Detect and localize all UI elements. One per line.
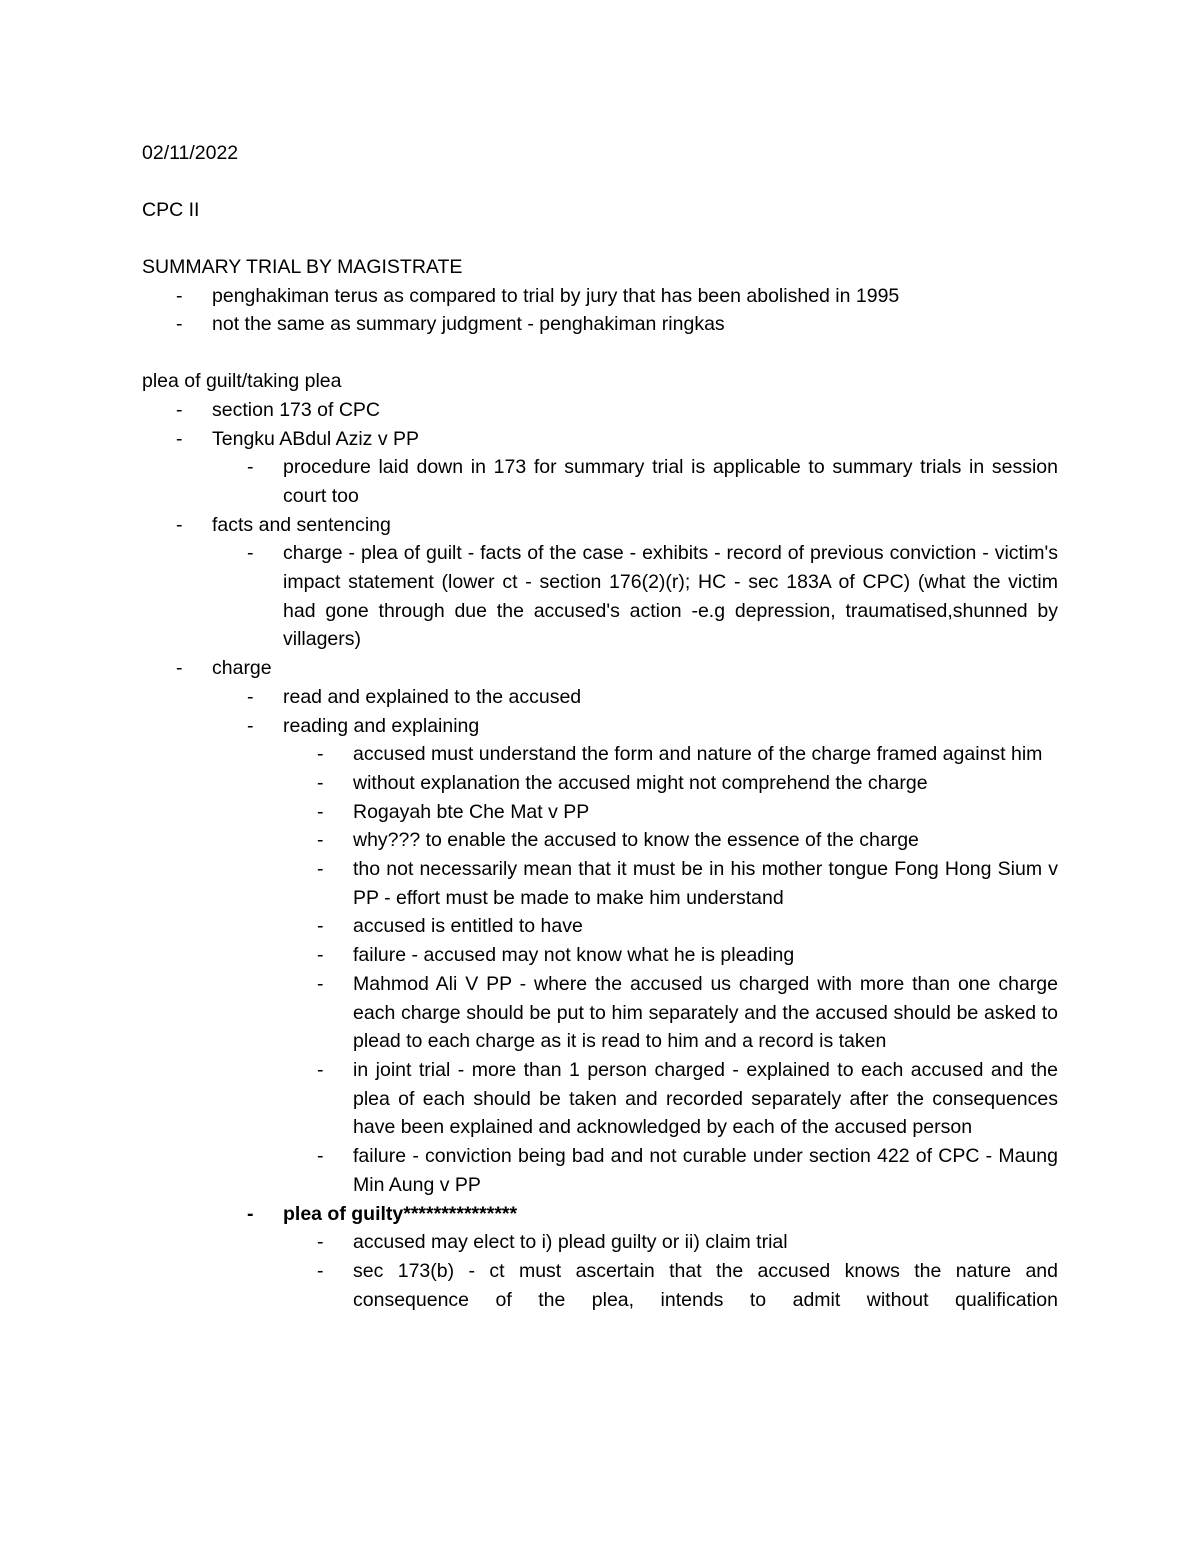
course-title: CPC II — [142, 199, 200, 221]
list-item: - why??? to enable the accused to know the essence of the charge — [317, 829, 919, 852]
list-item: - reading and explaining — [247, 714, 480, 737]
spacer — [142, 339, 1058, 367]
list-item: - section 173 of CPC — [176, 398, 381, 421]
bullet-dash: - — [176, 284, 183, 307]
list-item: - accused is entitled to have — [317, 915, 583, 938]
list-item: - sec 173(b) - ct must ascertain that the accused knows the nature and consequence of the plea, intends to admit without qualification — [317, 1259, 1058, 1311]
list-item: - failure - accused may not know what he is pleading — [317, 944, 795, 967]
plea-of-guilty-heading: - plea of guilty*************** — [247, 1202, 518, 1225]
list-item: - charge — [176, 657, 272, 680]
list-item: - read and explained to the accused — [247, 685, 582, 708]
list-item: - in joint trial - more than 1 person charged - explained to each accused and the plea of each should be taken and recorded separately after the consequences have been explained and acknowledged by each of the accused person — [317, 1058, 1058, 1139]
list-item: - Rogayah bte Che Mat v PP — [317, 800, 590, 823]
list-item: - accused may elect to i) plead guilty or ii) claim trial — [317, 1231, 788, 1254]
list-item: - without explanation the accused might not comprehend the charge — [317, 771, 928, 794]
list-item: - not the same as summary judgment - penghakiman ringkas — [142, 310, 1058, 339]
list-item: - penghakiman terus as compared to trial by jury that has been abolished in 1995 — [142, 282, 1058, 311]
notes-list — [142, 253, 1058, 1314]
list-item: - procedure laid down in 173 for summary trial is applicable to summary trials in session court too — [247, 456, 1058, 507]
date: 02/11/2022 — [142, 142, 239, 164]
list-item: - failure - conviction being bad and not curable under section 422 of CPC - Maung Min Aung v PP — [317, 1145, 1058, 1196]
list-item: - accused must understand the form and nature of the charge framed against him — [317, 743, 1043, 766]
bullet-dash: - — [176, 313, 183, 336]
section-heading-plea: plea of guilt/taking plea — [142, 370, 342, 393]
list-item: - facts and sentencing — [176, 513, 391, 536]
list-item: - Tengku ABdul Aziz v PP — [176, 427, 420, 450]
section-heading-summary-trial: SUMMARY TRIAL BY MAGISTRATE — [142, 256, 463, 278]
list-item: - charge - plea of guilt - facts of the case - exhibits - record of previous conviction - victim's impact statement (lower ct - section 176(2)(r); HC - sec 183A of CPC) (what the victim had gone through due the accused's action -e.g depression, traumatised,shunned by villagers) — [247, 542, 1058, 651]
list-item: - Mahmod Ali V PP - where the accused us charged with more than one charge each charge should be put to him separately and the accused should be asked to plead to each charge as it is read to him and a record is taken — [317, 972, 1058, 1053]
list-item: - tho not necessarily mean that it must be in his mother tongue Fong Hong Sium v PP - effort must be made to make him understand — [317, 858, 1058, 909]
